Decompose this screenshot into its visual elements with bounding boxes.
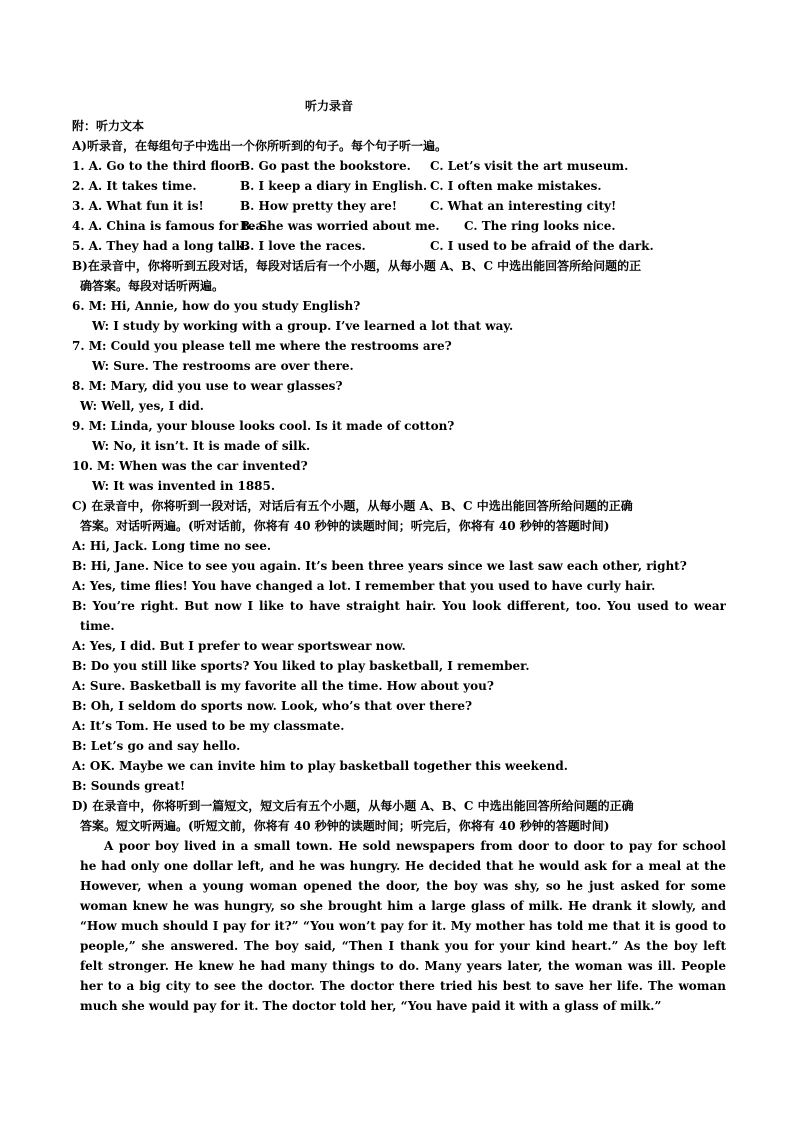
passage-line: he had only one dollar left, and he was hungry. He decided that he would ask for a meal at the (80, 859, 726, 873)
question-5 (72, 236, 726, 256)
option-c: C. The ring looks nice. (464, 219, 616, 233)
section-d-heading-cont: 答案。短文听两遍。(听短文前，你将有 40 秒钟的读题时间；听完后，你将有 40 秒钟的答题时间) (80, 819, 610, 833)
question-3 (72, 196, 726, 216)
conversation-line: B: Oh, I seldom do sports now. Look, who’s that over there? (72, 699, 473, 713)
option-a: 5. A. They had a long talk. (72, 239, 249, 253)
appendix-label: 附：听力文本 (72, 119, 145, 133)
option-a: 2. A. It takes time. (72, 179, 197, 193)
option-a: 4. A. China is famous for tea. (72, 219, 268, 233)
conversation-line: A: Hi, Jack. Long time no see. (72, 539, 272, 553)
passage-line: felt stronger. He knew he had many things to do. Many years later, the woman was ill. People (80, 959, 726, 973)
section-b-heading: B)在录音中，你将听到五段对话，每段对话后有一个小题，从每小题 A、B、C 中选出能回答所给问题的正 (72, 259, 642, 273)
conversation-line: B: Do you still like sports? You liked to play basketball, I remember. (72, 659, 530, 673)
option-b: B. She was worried about me. (240, 219, 440, 233)
section-c-heading: C) 在录音中，你将听到一段对话，对话后有五个小题，从每小题 A、B、C 中选出能回答所给问题的正确 (72, 499, 633, 513)
option-b: B. I love the races. (240, 239, 366, 253)
dialog-10-w: W: It was invented in 1885. (92, 479, 276, 493)
passage-line: However, when a young woman opened the door, the boy was shy, so he just asked for some (80, 879, 726, 893)
conversation-line: A: Yes, time flies! You have changed a lot. I remember that you used to have curly hair. (72, 579, 656, 593)
option-c: C. I used to be afraid of the dark. (430, 239, 654, 253)
option-b: B. Go past the bookstore. (240, 159, 411, 173)
document-page (72, 96, 726, 1016)
dialog-6-m: 6. M: Hi, Annie, how do you study English? (72, 299, 361, 313)
conversation-line: A: Yes, I did. But I prefer to wear sportswear now. (72, 639, 406, 653)
dialog-10-m: 10. M: When was the car invented? (72, 459, 308, 473)
option-c: C. What an interesting city! (430, 199, 617, 213)
conversation-line: A: It’s Tom. He used to be my classmate. (72, 719, 345, 733)
option-a: 3. A. What fun it is! (72, 199, 204, 213)
passage-line: A poor boy lived in a small town. He sold newspapers from door to door to pay for school (104, 839, 726, 853)
conversation-line-cont: time. (80, 619, 115, 633)
conversation-line: B: You’re right. But now I like to have straight hair. You look different, too. You used to wear (72, 599, 726, 613)
conversation-line: B: Sounds great! (72, 779, 186, 793)
section-a-heading: A)听录音，在每组句子中选出一个你所听到的句子。每个句子听一遍。 (72, 139, 447, 153)
passage-line: “How much should I pay for it?” “You won’t pay for it. My mother has told me that it is good to (80, 919, 726, 933)
question-1 (72, 156, 726, 176)
passage-line: much she would pay for it. The doctor told her, “You have paid it with a glass of milk.” (80, 999, 662, 1013)
page-title: 听力录音 (304, 99, 353, 113)
section-b-heading-cont: 确答案。每段对话听两遍。 (80, 279, 225, 293)
section-d-heading: D) 在录音中，你将听到一篇短文，短文后有五个小题，从每小题 A、B、C 中选出能回答所给问题的正确 (72, 799, 634, 813)
option-b: B. How pretty they are! (240, 199, 397, 213)
dialog-6-w: W: I study by working with a group. I’ve learned a lot that way. (92, 319, 514, 333)
dialog-7-m: 7. M: Could you please tell me where the restrooms are? (72, 339, 452, 353)
question-2 (72, 176, 726, 196)
option-c: C. I often make mistakes. (430, 179, 602, 193)
dialog-8-m: 8. M: Mary, did you use to wear glasses? (72, 379, 343, 393)
conversation-line: A: OK. Maybe we can invite him to play basketball together this weekend. (72, 759, 568, 773)
conversation-line: B: Hi, Jane. Nice to see you again. It’s been three years since we last saw each other, right? (72, 559, 687, 573)
option-b: B. I keep a diary in English. (240, 179, 428, 193)
option-c: C. Let’s visit the art museum. (430, 159, 629, 173)
dialog-7-w: W: Sure. The restrooms are over there. (92, 359, 354, 373)
section-c-heading-cont: 答案。对话听两遍。(听对话前，你将有 40 秒钟的读题时间；听完后，你将有 40 秒钟的答题时间) (80, 519, 610, 533)
dialog-8-w: W: Well, yes, I did. (80, 399, 204, 413)
passage-line: her to a big city to see the doctor. The doctor there tried his best to save her life. The woman (80, 979, 726, 993)
dialog-9-m: 9. M: Linda, your blouse looks cool. Is it made of cotton? (72, 419, 455, 433)
option-a: 1. A. Go to the third floor. (72, 159, 245, 173)
conversation-line: A: Sure. Basketball is my favorite all the time. How about you? (72, 679, 494, 693)
passage-line: woman knew he was hungry, so she brought him a large glass of milk. He drank it slowly, and (80, 899, 726, 913)
conversation-line: B: Let’s go and say hello. (72, 739, 241, 753)
question-4 (72, 216, 726, 236)
passage-line: people,” she answered. The boy said, “Then I thank you for your kind heart.” As the boy left (80, 939, 726, 953)
dialog-9-w: W: No, it isn’t. It is made of silk. (92, 439, 311, 453)
